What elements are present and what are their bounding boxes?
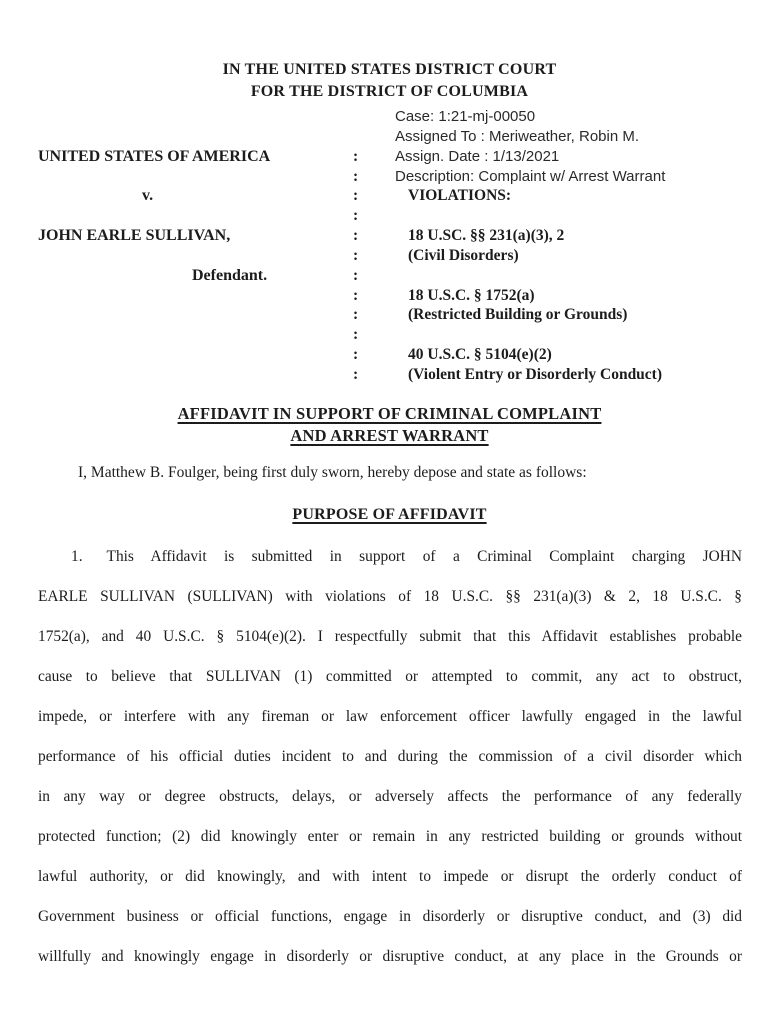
paragraph-1-line: EARLE SULLIVAN (SULLIVAN) with violations of 18 U.S.C. §§ 231(a)(3) & 2, 18 U.S.C. §	[38, 588, 742, 605]
caption-left-cell	[38, 127, 353, 147]
caption-row	[38, 365, 742, 385]
paragraph-1-line: impede, or interfere with any fireman or law enforcement officer lawfully engaged in the lawful	[38, 708, 742, 725]
affidavit-title-line1: AFFIDAVIT IN SUPPORT OF CRIMINAL COMPLAINT	[177, 404, 602, 423]
caption-colon: :	[353, 207, 359, 225]
paragraph-1-line: lawful authority, or did knowingly, and with intent to impede or disrupt the orderly conduct of	[38, 868, 742, 885]
caption-left-cell: UNITED STATES OF AMERICA	[38, 147, 271, 165]
court-header	[0, 59, 779, 102]
caption-colon: :	[353, 227, 359, 245]
caption-colon	[353, 127, 395, 147]
caption-right-cell: Description: Complaint w/ Arrest Warrant	[395, 167, 666, 185]
caption-row	[38, 127, 742, 147]
caption-row	[38, 305, 742, 325]
caption-row	[38, 345, 742, 365]
caption-colon: :	[353, 346, 359, 364]
caption-colon: :	[353, 306, 359, 324]
caption-left-cell	[38, 206, 353, 226]
caption-right-cell	[395, 206, 742, 226]
court-name-line1: IN THE UNITED STATES DISTRICT COURT	[222, 61, 557, 78]
caption-right-cell: (Civil Disorders)	[408, 246, 519, 264]
court-name-line2: FOR THE DISTRICT OF COLUMBIA	[250, 82, 529, 100]
caption-colon: :	[353, 365, 359, 383]
paragraph-number: 1.	[71, 548, 83, 565]
caption-right-cell: 18 U.S.C. § 1752(a)	[408, 286, 535, 304]
paragraph-1-line: 1752(a), and 40 U.S.C. § 5104(e)(2). I respectfully submit that this Affidavit establishes probable	[38, 628, 742, 645]
section-title-purpose	[0, 506, 779, 524]
caption-right-cell: 40 U.S.C. § 5104(e)(2)	[408, 346, 552, 364]
case-caption	[38, 107, 742, 385]
caption-right-cell: Assign. Date : 1/13/2021	[395, 147, 560, 165]
caption-right-cell	[395, 266, 742, 286]
paragraph-1-line: protected function; (2) did knowingly enter or remain in any restricted building or grounds without	[38, 828, 742, 845]
caption-left-cell: Defendant.	[192, 266, 268, 284]
caption-row	[38, 266, 742, 286]
caption-colon: :	[353, 246, 359, 264]
caption-left-cell: JOHN EARLE SULLIVAN,	[38, 227, 231, 245]
paragraph-1-line: cause to believe that SULLIVAN (1) committed or attempted to commit, any act to obstruct,	[38, 668, 742, 685]
paragraph-1-line: Government business or official functions, engage in disorderly or disruptive conduct, and (3) did	[38, 908, 742, 925]
affidavit-title-line2: AND ARREST WARRANT	[290, 426, 489, 445]
caption-colon	[353, 107, 395, 127]
caption-row	[38, 186, 742, 206]
caption-right-cell	[395, 325, 742, 345]
caption-right-cell: 18 U.SC. §§ 231(a)(3), 2	[408, 227, 565, 245]
caption-row	[38, 325, 742, 345]
section-title-purpose-text: PURPOSE OF AFFIDAVIT	[292, 506, 487, 523]
caption-left-cell	[38, 286, 353, 306]
caption-row	[38, 107, 742, 127]
caption-colon: :	[353, 187, 359, 205]
caption-left-cell: v.	[142, 187, 154, 205]
caption-right-cell: Assigned To : Meriweather, Robin M.	[395, 127, 640, 145]
caption-row	[38, 206, 742, 226]
caption-left-cell	[38, 167, 353, 187]
paragraph-1-line	[38, 537, 742, 577]
caption-colon: :	[353, 167, 359, 185]
caption-colon: :	[353, 326, 359, 344]
caption-row	[38, 167, 742, 187]
caption-colon: :	[353, 147, 359, 165]
paragraph-1	[38, 537, 742, 977]
paragraph-1-line: performance of his official duties incident to and during the commission of a civil disorder which	[38, 748, 742, 765]
caption-row	[38, 147, 742, 167]
sworn-statement: I, Matthew B. Foulger, being first duly sworn, hereby depose and state as follows:	[78, 464, 587, 481]
caption-colon: :	[353, 266, 359, 284]
paragraph-1-line: in any way or degree obstructs, delays, or adversely affects the performance of any federally	[38, 788, 742, 805]
caption-row	[38, 246, 742, 266]
caption-row	[38, 286, 742, 306]
paragraph-1-line-text: This Affidavit is submitted in support of a Criminal Complaint charging JOHN	[106, 548, 742, 565]
caption-left-cell	[38, 325, 353, 345]
paragraph-1-line: willfully and knowingly engage in disorderly or disruptive conduct, at any place in the Grounds or	[38, 948, 742, 965]
caption-left-cell	[38, 107, 353, 127]
caption-right-cell: Case: 1:21-mj-00050	[395, 108, 536, 125]
caption-colon: :	[353, 286, 359, 304]
caption-left-cell	[38, 365, 353, 385]
caption-left-cell	[38, 345, 353, 365]
caption-left-cell	[38, 305, 353, 325]
caption-right-cell: (Violent Entry or Disorderly Conduct)	[408, 365, 663, 383]
caption-row	[38, 226, 742, 246]
caption-left-cell	[38, 246, 353, 266]
affidavit-title	[0, 403, 779, 447]
caption-right-cell: VIOLATIONS:	[408, 187, 512, 205]
caption-right-cell: (Restricted Building or Grounds)	[408, 306, 628, 324]
